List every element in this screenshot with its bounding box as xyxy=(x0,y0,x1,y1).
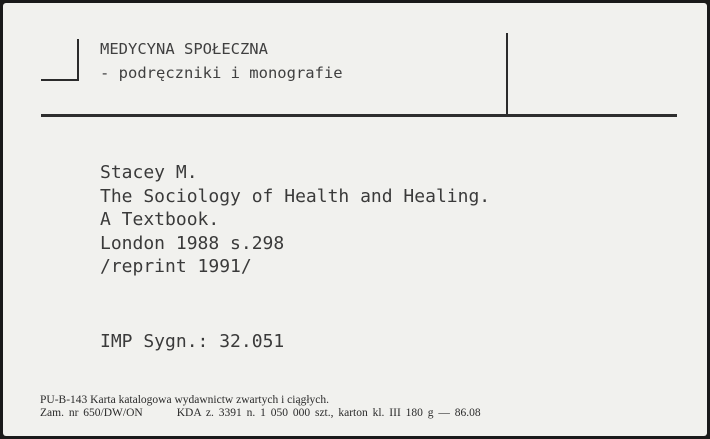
printer-footer xyxy=(40,394,481,420)
footer-order-number: Zam. nr 650/DW/ON xyxy=(40,407,143,419)
subject-heading-line1: MEDYCYNA SPOŁECZNA xyxy=(100,40,268,58)
call-number-value: 32.051 xyxy=(219,331,285,352)
main-horizontal-rule xyxy=(41,114,677,117)
bibliographic-record xyxy=(100,161,490,279)
record-imprint: London 1988 s.298 xyxy=(100,232,285,254)
faint-stamp-mark xyxy=(203,7,503,37)
subject-heading xyxy=(100,37,343,85)
heading-right-divider xyxy=(506,33,508,116)
footer-line1: PU-B-143 Karta katalogowa wydawnictw zwartych i ciągłych. xyxy=(40,394,330,406)
heading-bracket-vertical xyxy=(77,39,79,81)
footer-print-info: KDA z. 3391 n. 1 050 000 szt., karton kl. III 180 g — 86.08 xyxy=(176,407,481,419)
record-title: The Sociology of Health and Healing. xyxy=(100,185,491,207)
subject-heading-line2: - podręczniki i monografie xyxy=(100,64,343,82)
catalog-card xyxy=(3,3,707,436)
record-reprint: /reprint 1991/ xyxy=(100,256,252,277)
record-author: Stacey M. xyxy=(100,162,198,183)
record-subtitle: A Textbook. xyxy=(100,209,220,230)
call-number-label: IMP Sygn.: xyxy=(100,331,209,352)
call-number xyxy=(100,330,284,354)
heading-bracket-horizontal xyxy=(41,79,79,81)
footer-line2 xyxy=(40,407,481,420)
